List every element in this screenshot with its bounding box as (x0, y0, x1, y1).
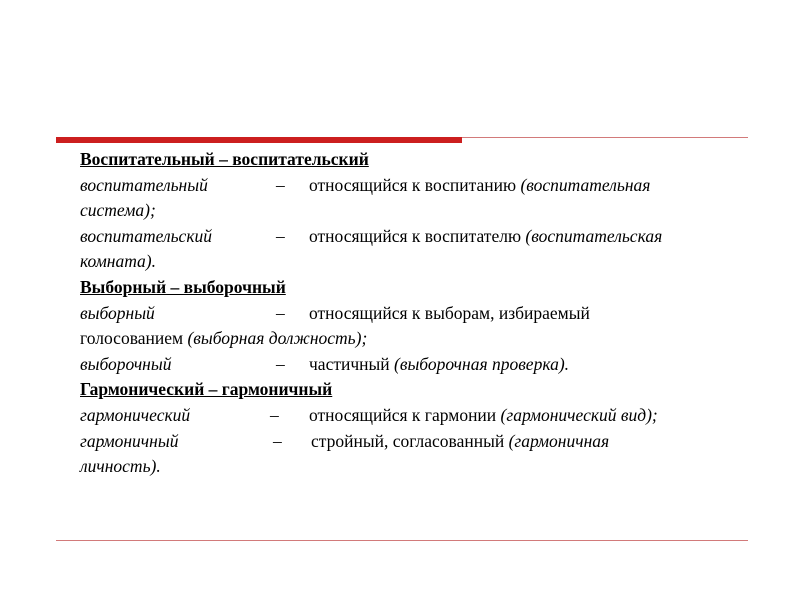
definition-example: (гармонический вид); (500, 404, 658, 425)
entry-term: выборочный (80, 353, 172, 374)
entry-dash: – (276, 353, 285, 374)
entry-term: воспитательный (80, 174, 208, 195)
definition-example: (воспитательская (525, 225, 663, 246)
entry-definition (309, 224, 662, 250)
entry-term: воспитательский (80, 225, 213, 246)
slide-content (80, 147, 780, 480)
bottom-divider-line (56, 540, 748, 541)
entry-line (80, 224, 780, 250)
continuation-plain: голосованием (80, 328, 188, 349)
definition-text: стройный, согласованный (311, 430, 509, 451)
entry-dash: – (276, 225, 285, 246)
entry-line (80, 429, 780, 455)
definition-example: (воспитательная (520, 174, 651, 195)
entry-term: гармоничный (80, 430, 179, 451)
entry-dash: – (276, 302, 285, 323)
continuation-example: личность). (80, 456, 161, 477)
entry-definition (309, 173, 650, 199)
entry-line (80, 403, 780, 429)
continuation-example: (выборная должность); (187, 328, 368, 349)
entry-line (80, 173, 780, 199)
entry-definition (309, 403, 658, 429)
entry-dash: – (273, 430, 282, 451)
entry-definition: относящийся к выборам, избираемый (309, 302, 590, 323)
entry-line (80, 301, 780, 327)
entry-continuation (80, 198, 780, 224)
title-accent-bar (56, 137, 462, 143)
entry-term: гармонический (80, 404, 191, 425)
definition-text: относящийся к воспитанию (309, 174, 521, 195)
entry-dash: – (270, 404, 279, 425)
entry-continuation (80, 249, 780, 275)
group-heading: Выборный – выборочный (80, 276, 286, 297)
group-heading: Гармонический – гармоничный (80, 379, 333, 400)
continuation-text (80, 326, 367, 352)
entry-definition (309, 352, 569, 378)
continuation-example: комната). (80, 251, 157, 272)
entry-line (80, 352, 780, 378)
entry-term: выборный (80, 302, 155, 323)
definition-example: (гармоничная (508, 430, 610, 451)
continuation-example: система); (80, 200, 156, 221)
entry-continuation (80, 454, 780, 480)
group-heading: Воспитательный – воспитательский (80, 149, 369, 169)
top-divider-line (462, 137, 748, 138)
definition-text: относящийся к гармонии (309, 404, 501, 425)
definition-text: относящийся к воспитателю (309, 225, 526, 246)
entry-dash: – (276, 174, 285, 195)
entry-continuation (80, 326, 780, 352)
entry-definition (311, 429, 609, 455)
definition-example: (выборочная проверка). (394, 353, 570, 374)
definition-text: частичный (309, 353, 395, 374)
